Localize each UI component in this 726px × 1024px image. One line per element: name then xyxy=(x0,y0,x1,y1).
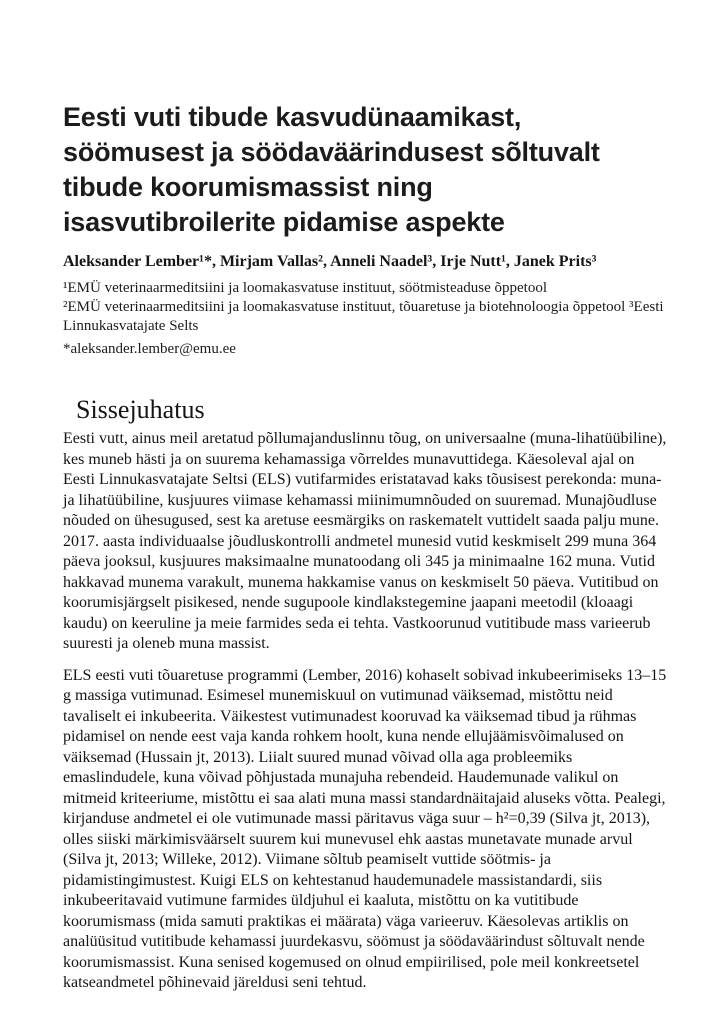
title-line-1: Eesti vuti tibude kasvudünaamikast, xyxy=(63,102,522,132)
title-line-3: tibude koorumismassist ning xyxy=(63,172,433,202)
intro-paragraph-1: Eesti vutt, ainus meil aretatud põllumajanduslinnu tõug, on universaalne (muna-lihatüübiline), kes muneb hästi ja on suurema kehamassiga võrreldes munavuttidega. Käesoleval ajal on Eesti Linnukasvatajate Seltsi (ELS) vutifarmides eristatavad kaks tõusisest perekonda: muna- ja lihatüübiline, kusjuures viimase kehamassi miinimumnõuded on suuremad. Munajõudluse nõuded on ühesugused, sest ka aretuse eesmärgiks on raskematelt vuttidelt saada palju mune. 2017. aasta individuaalse jõudluskontrolli andmetel munesid vutid keskmiselt 299 muna 364 päeva jooksul, kusjuures maksimaalne munatoodang oli 345 ja minimaalne 162 muna. Vutid hakkavad munema varakult, munema hakkamise vanus on keskmiselt 50 päeva. Vutitibud on koorumisjärgselt pisikesed, nende sugupoole kindlakstegemine jaapani meetodil (kloaagi kaudu) on keeruline ja meie farmides seda ei tehta. Vastkoorunud vutitibude mass varieerub suuresti ja oleneb muna massist. xyxy=(63,430,667,652)
authors-line: Aleksander Lember¹*, Mirjam Vallas², Anneli Naadel³, Irje Nutt¹, Janek Prits³ xyxy=(63,253,597,270)
title-line-2: söömusest ja söödaväärindusest sõltuvalt xyxy=(63,137,600,167)
corresponding-email: *aleksander.lember@emu.ee xyxy=(63,341,236,357)
intro-paragraph-2: ELS eesti vuti tõuaretuse programmi (Lember, 2016) kohaselt sobivad inkubeerimiseks 13–15 g massiga vutimunad. Esimesel munemiskuul on vutimunad väiksemad, mistõttu neid tavaliselt ei inkubeerita. Väikestest vutimunadest kooruvad ka väiksemad tibud ja rühmas pidamisel on nende eest vaja kanda rohkem hoolt, kuna nende ellujäämisvõimalused on väiksemad (Hussain jt, 2013). Liialt suured munad võivad olla aga probleemiks emaslindudele, kuna võivad põhjustada munajuha rebendeid. Haudemunade valikul on mitmeid kriteeriume, mistõttu ei saa alati muna massi standardnäitajaid aluseks võtta. Pealegi, kirjanduse andmetel ei ole vutimunade massi päritavus väga suur – h²=0,39 (Silva jt, 2013), olles siiski märkimisväärselt suurem kui munevusel ehk aastas munetavate munade arvul (Silva jt, 2013; Willeke, 2012). Viimane sõltub peamiselt vuttide söötmis- ja pidamistingimustest. Kuigi ELS on kehtestanud haudemunadele massistandardi, siis inkubeeritavaid vutimune farmides üldjuhul ei kaaluta, mistõttu on ka vutitibude koorumismass (mida samuti praktikas ei määrata) väga varieeruv. Käesolevas artiklis on analüüsitud vutitibude kehamassi juurdekasvu, söömust ja söödaväärindust sõltuvalt nende koorumismassist. Kuna senised kogemused on olnud empiirilised, pole meil konkreetsetel katseandmetel põhinevaid järeldusi seni tehtud. xyxy=(63,666,667,991)
title-line-4: isasvutibroilerite pidamise aspekte xyxy=(63,207,505,237)
section-heading-sissejuhatus: Sissejuhatus xyxy=(76,395,205,424)
paper-title xyxy=(63,100,668,240)
affiliation-line-1: ¹EMÜ veterinaarmeditsiini ja loomakasvatuse instituut, söötmisteaduse õppetool xyxy=(63,280,547,296)
affiliation-line-2: ²EMÜ veterinaarmeditsiini ja loomakasvatuse instituut, tõuaretuse ja biotehnoloogia õppetool ³Eesti Linnukasvatajate Selts xyxy=(63,299,664,334)
